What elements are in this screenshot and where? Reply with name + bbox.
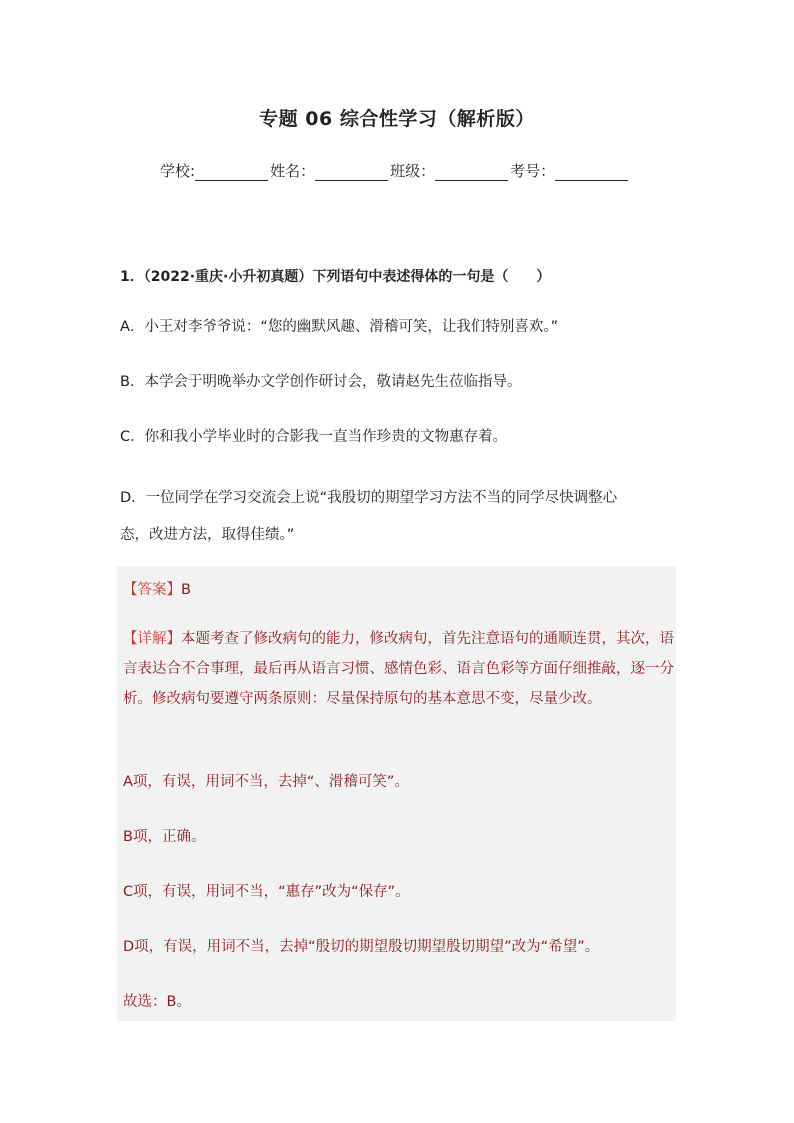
option-a: A．小王对李爷爷说：“您的幽默风趣、滑稽可笑，让我们特别喜欢。” bbox=[120, 319, 559, 335]
analysis-d: D项，有误，用词不当，去掉“殷切的期望殷切期望殷切期望”改为“希望”。 bbox=[123, 939, 600, 955]
detail-paragraph bbox=[123, 624, 675, 714]
school-blank bbox=[195, 164, 268, 181]
class-label: 班级： bbox=[390, 162, 436, 180]
detail-label: 【详解】 bbox=[123, 631, 181, 647]
question-stem: 1．（2022·重庆·小升初真题）下列语句中表述得体的一句是（ ） bbox=[120, 269, 551, 285]
option-d-line1: D．一位同学在学习交流会上说“我殷切的期望学习方法不当的同学尽快调整心 bbox=[120, 490, 618, 506]
final-answer: 故选：B。 bbox=[123, 994, 191, 1010]
option-d-line2: 态，改进方法，取得佳绩。” bbox=[120, 527, 295, 543]
option-b: B．本学会于明晚举办文学创作研讨会，敬请赵先生莅临指导。 bbox=[120, 374, 522, 390]
option-d bbox=[120, 480, 676, 554]
id-blank bbox=[555, 164, 628, 181]
detail-text: 本题考查了修改病句的能力，修改病句，首先注意语句的通顺连贯，其次，语言表达合不合事理，最后再从语言习惯、感情色彩、语言色彩等方面仔细推敲，逐一分析。修改病句要遵守两条原则：尽量保持原句的基本意思不变，尽量少改。 bbox=[123, 631, 674, 707]
student-info-row bbox=[160, 160, 630, 181]
option-c: C．你和我小学毕业时的合影我一直当作珍贵的文物惠存着。 bbox=[120, 429, 508, 445]
analysis-b: B项，正确。 bbox=[123, 829, 206, 845]
answer-label: 【答案】 bbox=[123, 582, 181, 598]
id-label: 考号： bbox=[510, 162, 556, 180]
analysis-c: C项，有误，用词不当，“惠存”改为“保存”。 bbox=[123, 884, 410, 900]
class-blank bbox=[435, 164, 508, 181]
analysis-a: A项，有误，用词不当，去掉“、滑稽可笑”。 bbox=[123, 774, 409, 790]
name-blank bbox=[315, 164, 388, 181]
page-title: 专题 06 综合性学习（解析版） bbox=[259, 108, 535, 130]
answer-value: B bbox=[181, 582, 191, 598]
answer-line bbox=[123, 578, 675, 599]
school-label: 学校: bbox=[160, 162, 196, 180]
name-label: 姓名： bbox=[270, 162, 316, 180]
